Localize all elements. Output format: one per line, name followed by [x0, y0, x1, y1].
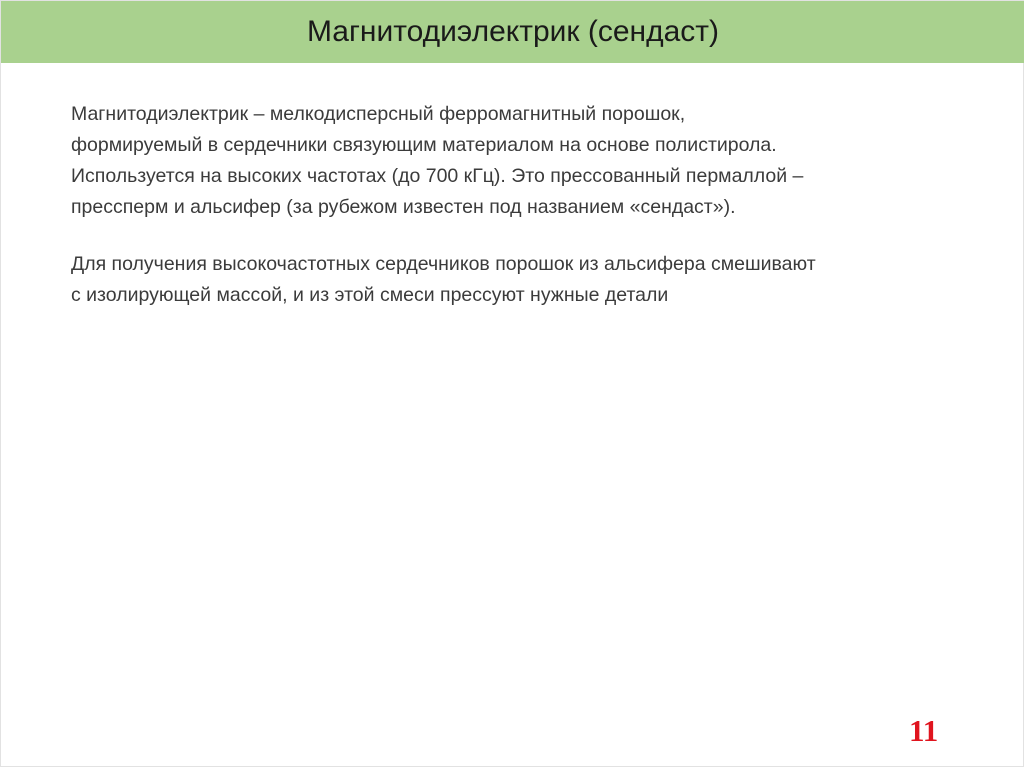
paragraph-production: Для получения высокочастотных сердечников порошок из альсифера смешивают с изолирующей массой, и из этой смеси прессуют нужные детали [71, 253, 816, 306]
slide-body [71, 99, 971, 337]
page-number: 11 [909, 713, 939, 748]
slide-title: Магнитодиэлектрик (сендаст) [306, 15, 720, 48]
title-bar [1, 1, 1024, 63]
paragraph-definition: Магнитодиэлектрик – мелкодисперсный ферромагнитный порошок, формируемый в сердечники связующим материалом на основе полистирола. Используется на высоких частотах (до 700 кГц). Это прессованный пермаллой – прессперм и альсифер (за рубежом известен под названием «сендаст»). [71, 103, 804, 218]
